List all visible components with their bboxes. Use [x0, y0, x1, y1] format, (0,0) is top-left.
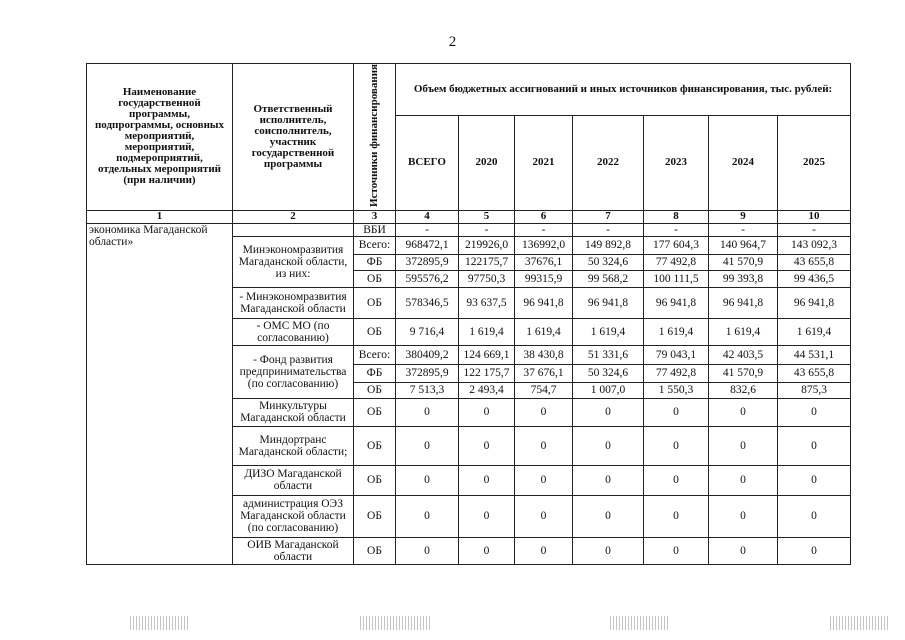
- col-number: 6: [515, 210, 573, 223]
- executor-cell: - ОМС МО (по согласованию): [233, 318, 354, 345]
- value-cell: 0: [709, 465, 778, 495]
- source-cell: ОБ: [354, 398, 396, 426]
- executor-cell: ОИВ Магаданской области: [233, 537, 354, 564]
- executor-cell: - Фонд развития предпринимательства (по согласованию): [233, 345, 354, 398]
- scan-artifact: [360, 616, 430, 630]
- header-year: 2025: [778, 115, 851, 210]
- value-cell: 140 964,7: [709, 236, 778, 254]
- value-cell: 177 604,3: [644, 236, 709, 254]
- value-cell: 0: [459, 465, 515, 495]
- col-number: 1: [87, 210, 233, 223]
- value-cell: -: [709, 223, 778, 236]
- header-volume: Объем бюджетных ассигнований и иных источников финансирования, тыс. рублей:: [396, 64, 851, 116]
- scan-artifact: [610, 616, 670, 630]
- source-cell: ОБ: [354, 382, 396, 398]
- value-cell: 0: [709, 537, 778, 564]
- value-cell: 99315,9: [515, 270, 573, 287]
- value-cell: 0: [778, 495, 851, 537]
- value-cell: 51 331,6: [573, 345, 644, 364]
- value-cell: 0: [515, 537, 573, 564]
- header-name: Наименование государственной программы, подпрограммы, основных мероприятий, мероприятий, подмероприятий, отдельных мероприятий (при наличии): [87, 64, 233, 211]
- col-number: 10: [778, 210, 851, 223]
- value-cell: 0: [459, 426, 515, 465]
- value-cell: 0: [778, 426, 851, 465]
- source-cell: Всего:: [354, 236, 396, 254]
- value-cell: 0: [396, 465, 459, 495]
- value-cell: 0: [396, 537, 459, 564]
- scan-artifact: [830, 616, 890, 630]
- value-cell: 1 550,3: [644, 382, 709, 398]
- header-year: 2023: [644, 115, 709, 210]
- value-cell: 37 676,1: [515, 364, 573, 382]
- source-cell: ФБ: [354, 364, 396, 382]
- value-cell: 136992,0: [515, 236, 573, 254]
- value-cell: 0: [459, 495, 515, 537]
- value-cell: 0: [515, 495, 573, 537]
- value-cell: 77 492,8: [644, 254, 709, 270]
- value-cell: 0: [709, 495, 778, 537]
- value-cell: 99 436,5: [778, 270, 851, 287]
- value-cell: 1 007,0: [573, 382, 644, 398]
- value-cell: 0: [573, 398, 644, 426]
- source-cell: ВБИ: [354, 223, 396, 236]
- value-cell: 122 175,7: [459, 364, 515, 382]
- scan-artifact: [130, 616, 190, 630]
- source-cell: ОБ: [354, 318, 396, 345]
- value-cell: 0: [644, 495, 709, 537]
- value-cell: 754,7: [515, 382, 573, 398]
- value-cell: 0: [644, 537, 709, 564]
- value-cell: -: [573, 223, 644, 236]
- value-cell: 0: [644, 398, 709, 426]
- value-cell: 43 655,8: [778, 364, 851, 382]
- value-cell: 96 941,8: [644, 287, 709, 318]
- header-year: 2021: [515, 115, 573, 210]
- value-cell: 50 324,6: [573, 364, 644, 382]
- col-number: 4: [396, 210, 459, 223]
- source-cell: ОБ: [354, 426, 396, 465]
- value-cell: 0: [573, 465, 644, 495]
- value-cell: 1 619,4: [644, 318, 709, 345]
- value-cell: 50 324,6: [573, 254, 644, 270]
- value-cell: 100 111,5: [644, 270, 709, 287]
- header-executor: Ответственный исполнитель, соисполнитель, участник государственной программы: [233, 64, 354, 211]
- value-cell: -: [778, 223, 851, 236]
- executor-cell: ДИЗО Магаданской области: [233, 465, 354, 495]
- value-cell: 0: [515, 426, 573, 465]
- value-cell: 0: [644, 465, 709, 495]
- value-cell: 0: [778, 398, 851, 426]
- value-cell: 0: [396, 398, 459, 426]
- value-cell: 0: [778, 465, 851, 495]
- col-number: 2: [233, 210, 354, 223]
- value-cell: 0: [709, 398, 778, 426]
- value-cell: 42 403,5: [709, 345, 778, 364]
- value-cell: 7 513,3: [396, 382, 459, 398]
- table-body: [87, 223, 851, 564]
- header-year: 2020: [459, 115, 515, 210]
- value-cell: 372895,9: [396, 254, 459, 270]
- executor-cell: Минэкономразвития Магаданской области, из них:: [233, 236, 354, 287]
- value-cell: 0: [459, 537, 515, 564]
- value-cell: 77 492,8: [644, 364, 709, 382]
- value-cell: 0: [573, 495, 644, 537]
- value-cell: 96 941,8: [573, 287, 644, 318]
- value-cell: 0: [573, 426, 644, 465]
- table-row: [87, 223, 851, 236]
- col-number: 5: [459, 210, 515, 223]
- executor-cell: Миндортранс Магаданской области;: [233, 426, 354, 465]
- executor-cell: - Минэкономразвития Магаданской области: [233, 287, 354, 318]
- col-number: 3: [354, 210, 396, 223]
- value-cell: 0: [396, 426, 459, 465]
- value-cell: 219926,0: [459, 236, 515, 254]
- source-cell: ОБ: [354, 537, 396, 564]
- value-cell: 380409,2: [396, 345, 459, 364]
- value-cell: 1 619,4: [515, 318, 573, 345]
- value-cell: 0: [709, 426, 778, 465]
- value-cell: 0: [644, 426, 709, 465]
- financing-table: [86, 63, 851, 565]
- value-cell: -: [644, 223, 709, 236]
- value-cell: 37676,1: [515, 254, 573, 270]
- col-number: 8: [644, 210, 709, 223]
- executor-cell: [233, 223, 354, 236]
- value-cell: 1 619,4: [778, 318, 851, 345]
- value-cell: 96 941,8: [778, 287, 851, 318]
- value-cell: 124 669,1: [459, 345, 515, 364]
- executor-cell: Минкультуры Магаданской области: [233, 398, 354, 426]
- source-cell: ФБ: [354, 254, 396, 270]
- value-cell: -: [396, 223, 459, 236]
- source-cell: ОБ: [354, 270, 396, 287]
- header-year: 2022: [573, 115, 644, 210]
- value-cell: 44 531,1: [778, 345, 851, 364]
- value-cell: 1 619,4: [459, 318, 515, 345]
- value-cell: 99 568,2: [573, 270, 644, 287]
- value-cell: 122175,7: [459, 254, 515, 270]
- source-cell: ОБ: [354, 495, 396, 537]
- value-cell: 968472,1: [396, 236, 459, 254]
- col-number: 7: [573, 210, 644, 223]
- value-cell: 149 892,8: [573, 236, 644, 254]
- header-year: 2024: [709, 115, 778, 210]
- value-cell: 143 092,3: [778, 236, 851, 254]
- value-cell: 875,3: [778, 382, 851, 398]
- value-cell: 0: [396, 495, 459, 537]
- value-cell: 99 393,8: [709, 270, 778, 287]
- value-cell: 372895,9: [396, 364, 459, 382]
- executor-cell: администрация ОЭЗ Магаданской области (по согласованию): [233, 495, 354, 537]
- value-cell: 41 570,9: [709, 254, 778, 270]
- value-cell: 0: [778, 537, 851, 564]
- value-cell: 97750,3: [459, 270, 515, 287]
- value-cell: 43 655,8: [778, 254, 851, 270]
- col-number: 9: [709, 210, 778, 223]
- value-cell: 0: [459, 398, 515, 426]
- value-cell: 578346,5: [396, 287, 459, 318]
- value-cell: 96 941,8: [709, 287, 778, 318]
- program-name-cell: экономика Магаданской области»: [87, 223, 233, 564]
- source-cell: Всего:: [354, 345, 396, 364]
- value-cell: 595576,2: [396, 270, 459, 287]
- page-number: 2: [448, 34, 457, 50]
- value-cell: 0: [573, 537, 644, 564]
- source-cell: ОБ: [354, 287, 396, 318]
- source-cell: ОБ: [354, 465, 396, 495]
- value-cell: 41 570,9: [709, 364, 778, 382]
- header-total: ВСЕГО: [396, 115, 459, 210]
- value-cell: 9 716,4: [396, 318, 459, 345]
- value-cell: 1 619,4: [709, 318, 778, 345]
- value-cell: 79 043,1: [644, 345, 709, 364]
- value-cell: 0: [515, 465, 573, 495]
- value-cell: 1 619,4: [573, 318, 644, 345]
- value-cell: 93 637,5: [459, 287, 515, 318]
- value-cell: 0: [515, 398, 573, 426]
- value-cell: 96 941,8: [515, 287, 573, 318]
- value-cell: -: [459, 223, 515, 236]
- value-cell: 2 493,4: [459, 382, 515, 398]
- value-cell: 832,6: [709, 382, 778, 398]
- header-source: Источники финансирования: [354, 64, 396, 211]
- value-cell: 38 430,8: [515, 345, 573, 364]
- value-cell: -: [515, 223, 573, 236]
